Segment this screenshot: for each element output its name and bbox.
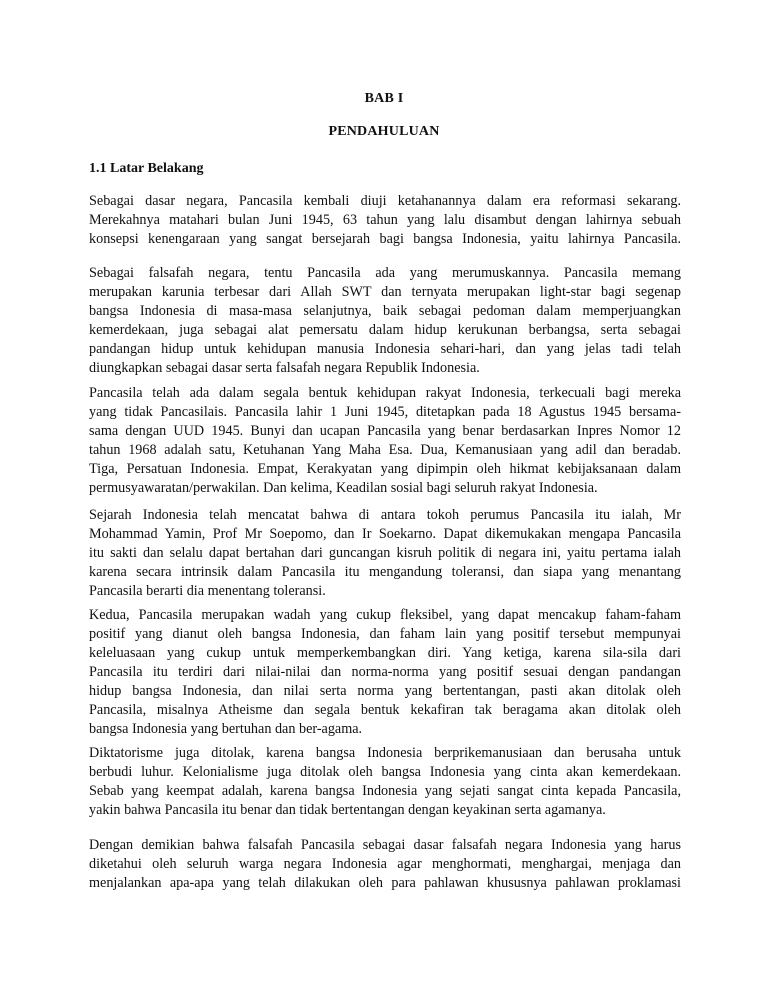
text-line: Pancasila telah ada dalam segala bentuk kehidupan rakyat Indonesia, terkecuali bagi mereka: [89, 385, 681, 401]
text-line: sama dengan UUD 1945. Bunyi dan ucapan Pancasila yang benar berdasarkan Inpres Nomor 12: [89, 423, 681, 439]
text-line: Sebab yang keempat adalah, karena bangsa Indonesia yang sejati sangat cinta kepada Pancasila,: [89, 783, 681, 799]
text-line: karena secara intrinsik dalam Pancasila itu mengandung toleransi, dan siapa yang menantang: [89, 564, 681, 580]
text-line: Pancasila berarti dia menentang toleransi.: [89, 583, 326, 599]
text-line: Sebagai falsafah negara, tentu Pancasila ada yang merumuskannya. Pancasila memang: [89, 265, 681, 281]
text-line: Dengan demikian bahwa falsafah Pancasila sebagai dasar falsafah negara Indonesia yang harus: [89, 837, 681, 853]
paragraph-3: [89, 384, 681, 498]
text-line: positif yang dianut oleh bangsa Indonesia, dan faham lain yang positif tersebut mempunyai: [89, 626, 681, 642]
text-line: yakin bahwa Pancasila itu benar dan tidak bertentangan dengan keyakinan serta agamanya.: [89, 802, 606, 818]
text-line: hidup bangsa Indonesia, dan nilai serta norma yang bertentangan, pasti akan ditolak oleh: [89, 683, 681, 699]
chapter-title: PENDAHULUAN: [328, 124, 440, 139]
text-line: bangsa Indonesia yang bertuhan dan ber-agama.: [89, 721, 363, 737]
text-line: Sejarah Indonesia telah mencatat bahwa di antara tokoh perumus Pancasila itu ialah, Mr: [89, 507, 681, 523]
text-line: Diktatorisme juga ditolak, karena bangsa Indonesia berprikemanusiaan dan berusaha untuk: [89, 745, 681, 761]
text-line: Pancasila, misalnya Atheisme dan segala bentuk kekafiran tak beragama akan ditolak oleh: [89, 702, 681, 718]
paragraph-5: [89, 606, 681, 739]
text-line: Merekahnya matahari bulan Juni 1945, 63 tahun yang lalu disambut dengan lahirnya sebuah: [89, 212, 681, 228]
text-line: berbudi luhur. Kelonialisme juga ditolak oleh bangsa Indonesia yang cinta akan kemerdekaan.: [89, 764, 681, 780]
text-line: kemerdekaan, juga sebagai alat pemersatu dalam hidup kerukunan berbangsa, serta sebagai: [89, 322, 681, 338]
paragraph-6: [89, 744, 681, 820]
text-line: bangsa Indonesia di masa-masa selanjutnya, baik sebagai pedoman dalam memperjuangkan: [89, 303, 681, 319]
text-line: Tiga, Persatuan Indonesia. Empat, Kerakyatan yang dipimpin oleh hikmat kebijaksanaan dalam: [89, 461, 681, 477]
text-line: merupakan karunia terbesar dari Allah SWT dan ternyata merupakan light-star bagi segenap: [89, 284, 681, 300]
text-line: konsepsi kenengaraan yang sangat bersejarah bagi bangsa Indonesia, yaitu lahirnya Pancasila.: [89, 231, 681, 247]
text-line: itu sakti dan selalu dapat bertahan dari guncangan kisruh politik di negara ini, yaitu pertama ialah: [89, 545, 681, 561]
text-line: Kedua, Pancasila merupakan wadah yang cukup fleksibel, yang dapat mencakup faham-faham: [89, 607, 681, 623]
text-line: Sebagai dasar negara, Pancasila kembali diuji ketahanannya dalam era reformasi sekarang.: [89, 193, 681, 209]
text-line: keleluasaan yang cukup untuk memperkembangkan diri. Yang ketiga, karena sila-sila dari: [89, 645, 681, 661]
paragraph-2: [89, 264, 681, 378]
paragraph-1: [89, 192, 681, 249]
paragraph-7: [89, 836, 681, 893]
text-line: menjalankan apa-apa yang telah dilakukan oleh para pahlawan khususnya pahlawan proklamasi: [89, 875, 681, 891]
text-line: permusyawaratan/perwakilan. Dan kelima, Keadilan sosial bagi seluruh rakyat Indonesia.: [89, 480, 598, 496]
text-line: yang tidak Pancasilais. Pancasila lahir 1 Juni 1945, ditetapkan pada 18 Agustus 1945 bersama-: [89, 404, 681, 420]
section-heading: 1.1 Latar Belakang: [89, 161, 204, 176]
text-line: Mohammad Yamin, Prof Mr Soepomo, dan Ir Soekarno. Dapat dikemukakan mengapa Pancasila: [89, 526, 681, 542]
text-line: Pancasila itu terdiri dari nilai-nilai dan norma-norma yang positif sesuai dengan pandangan: [89, 664, 681, 680]
chapter-number: BAB I: [364, 91, 404, 106]
text-line: pandangan hidup untuk kehidupan manusia Indonesia sehari-hari, dan yang jelas tadi telah: [89, 341, 681, 357]
paragraph-4: [89, 506, 681, 601]
text-line: diketahui oleh seluruh warga negara Indonesia agar menghormati, menghargai, menjaga dan: [89, 856, 681, 872]
text-line: tahun 1968 adalah satu, Ketuhanan Yang Maha Esa. Dua, Kemanusiaan yang adil dan beradab.: [89, 442, 681, 458]
text-line: diungkapkan sebagai dasar serta falsafah negara Republik Indonesia.: [89, 360, 480, 376]
